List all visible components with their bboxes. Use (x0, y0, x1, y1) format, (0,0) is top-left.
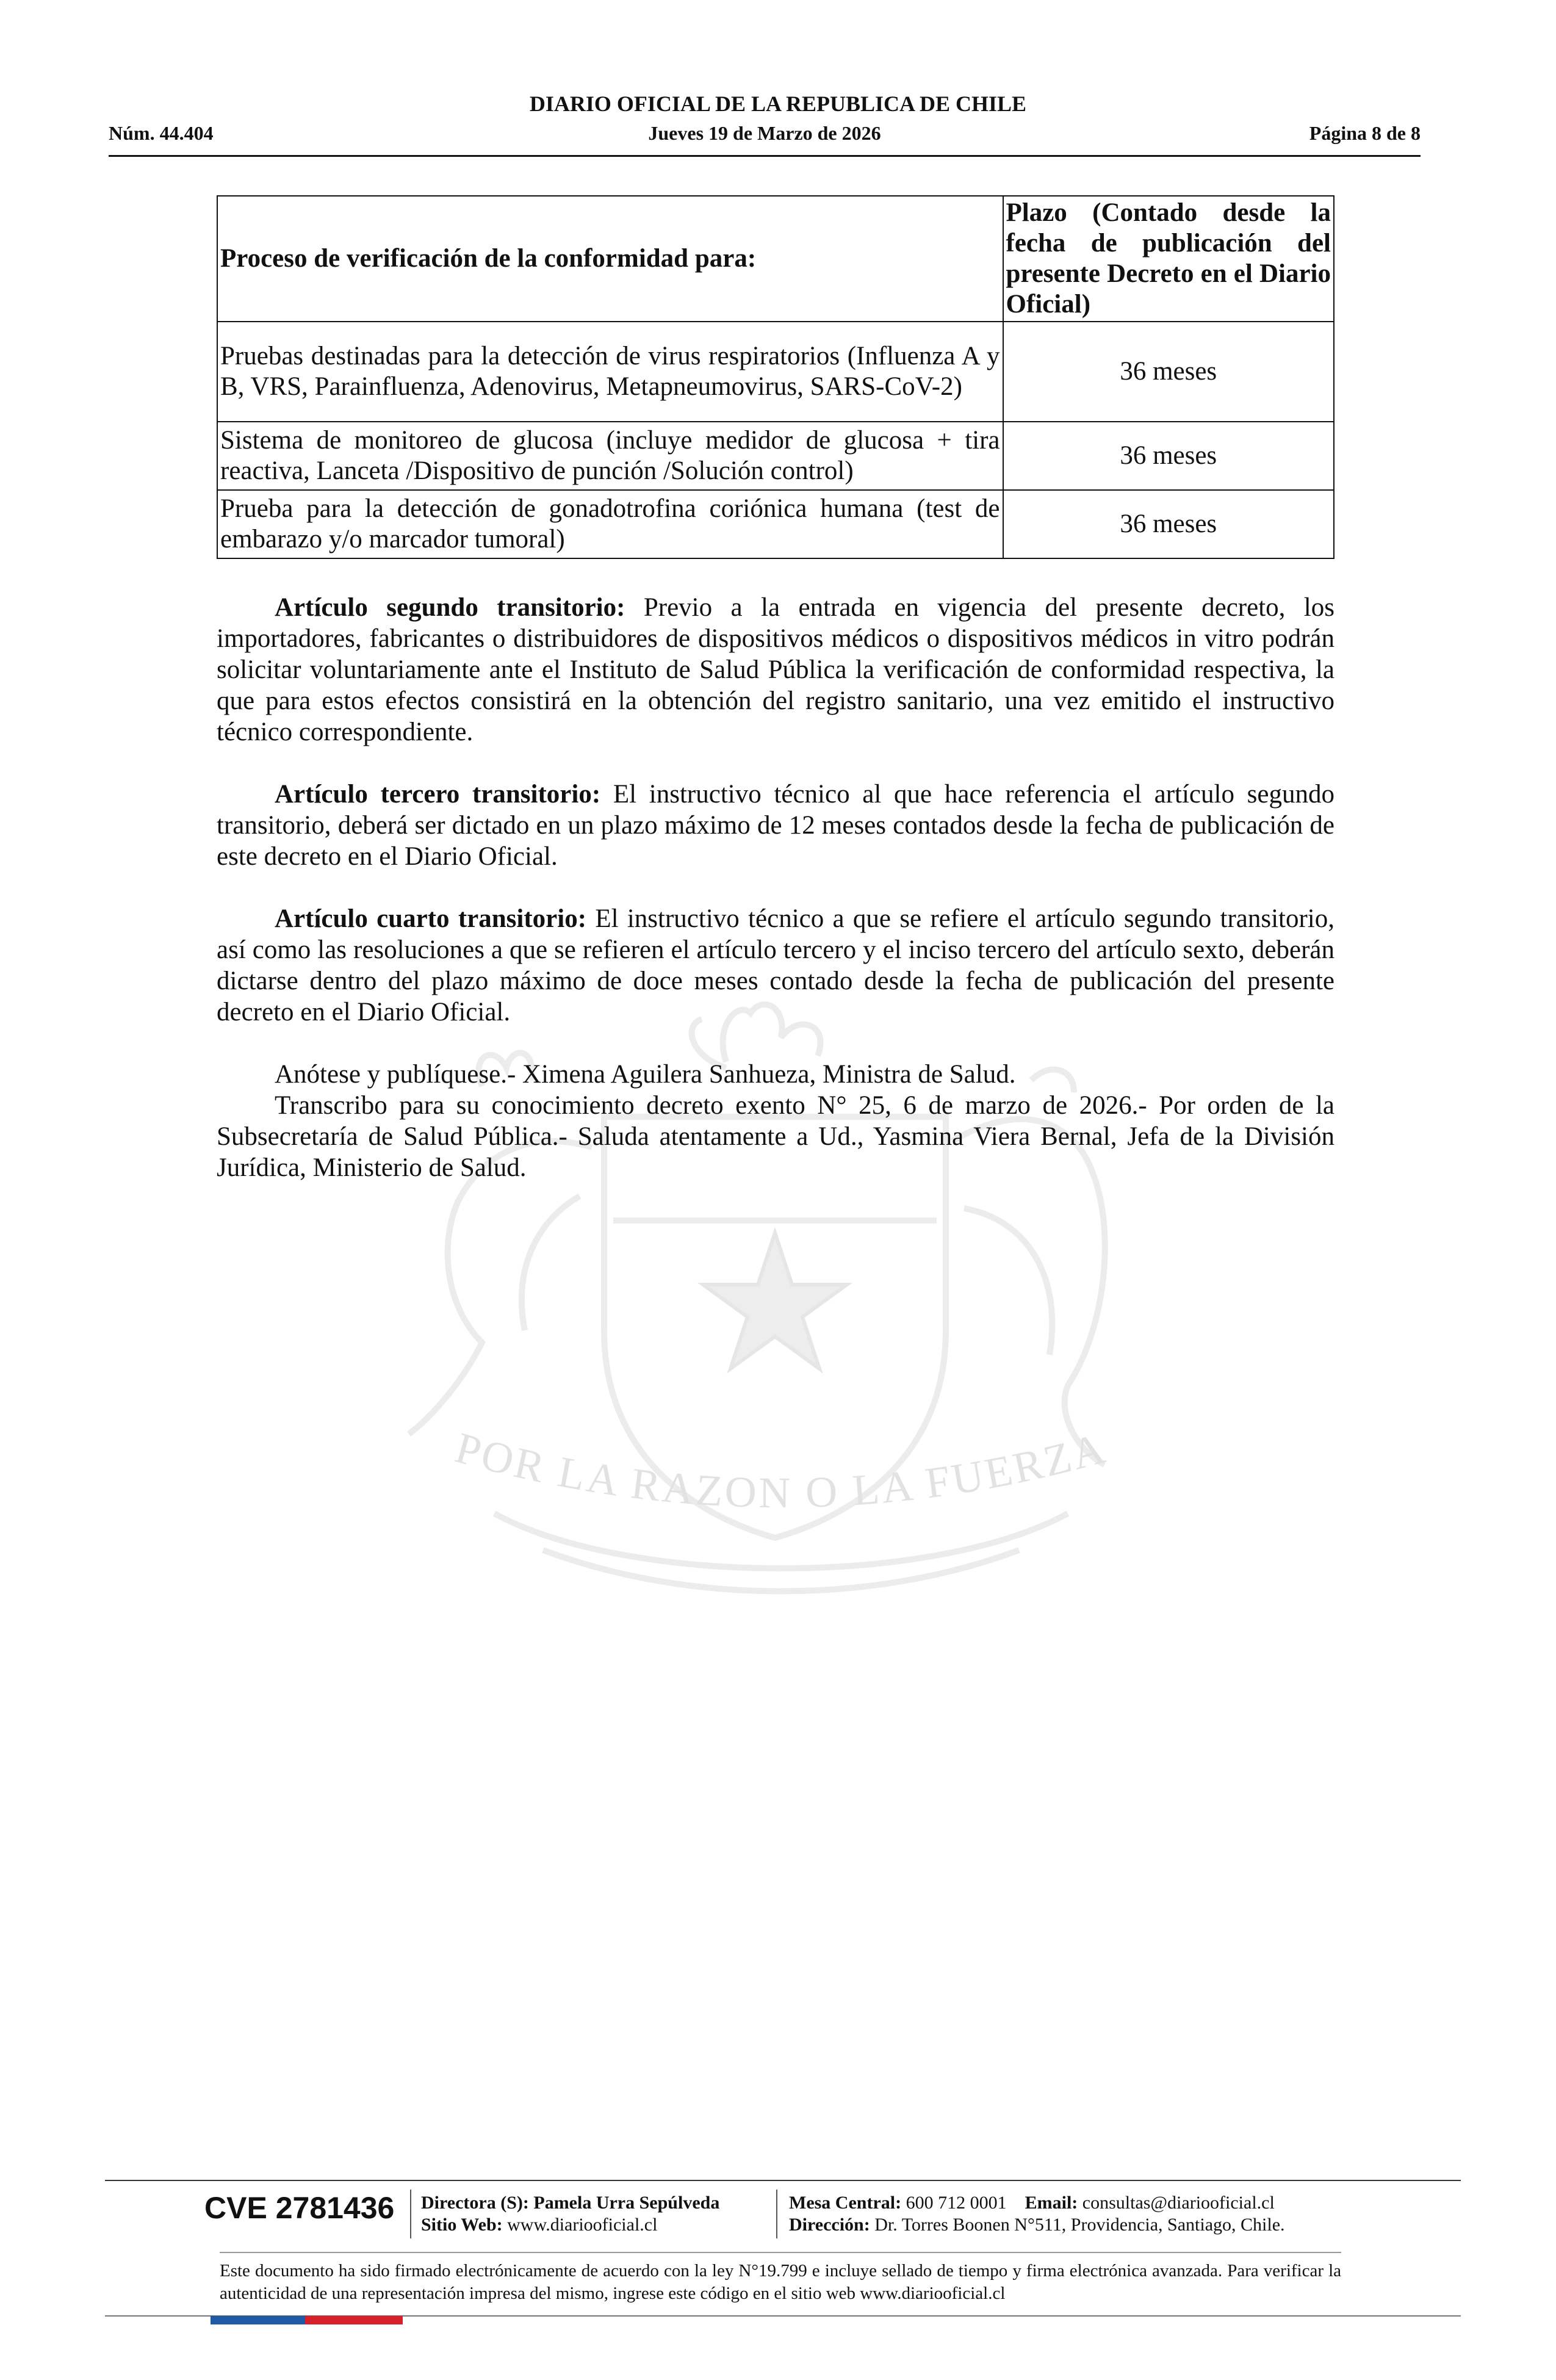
table-cell-term: 36 meses (1003, 422, 1334, 490)
phone-number: 600 712 0001 (906, 2193, 1007, 2213)
phone-label: Mesa Central: (789, 2193, 902, 2213)
website-link[interactable]: www.diariooficial.cl (507, 2215, 658, 2235)
address-value: Dr. Torres Boonen N°511, Providencia, Santiago, Chile. (874, 2215, 1285, 2235)
table-row (217, 490, 1334, 558)
issue-date: Jueves 19 de Marzo de 2026 (648, 122, 881, 144)
article-text: Previo a la entrada en vigencia del presente decreto, los importadores, fabricantes o distribuidores de dispositivos médicos o dispositivos médicos in vitro podrán solicitar voluntariamente ante el Instituto de Salud Pública la verificación de conformidad respectiva, la que para estos efectos consistirá en la obtención del registro sanitario, una vez emitido el instructivo técnico correspondiente. (217, 593, 1334, 746)
director-name: Directora (S): Pamela Urra Sepúlveda (421, 2193, 720, 2213)
cve-code: CVE 2781436 (204, 2191, 395, 2225)
page-indicator: Página 8 de 8 (1309, 122, 1421, 144)
watermark-motto: POR LA RAZON O LA FUERZA (450, 1423, 1112, 1518)
transcription-line: Transcribo para su conocimiento decreto exento N° 25, 6 de marzo de 2026.- Por orden de la Subsecretaría de Salud Pública.- Saluda atentamente a Ud., Yasmina Viera Bernal, Jefa de la División Jurídica, Ministerio de Salud. (217, 1091, 1334, 1182)
header-row (109, 122, 1421, 146)
footer-top-divider (105, 2180, 1461, 2181)
article-text: El instructivo técnico a que se refiere el artículo segundo transitorio, así como las resoluciones a que se refieren el artículo tercero y el inciso tercero del artículo sexto, deberán dictarse dentro del plazo máximo de doce meses contado desde la fecha de publicación del presente decreto en el Diario Oficial. (217, 904, 1334, 1026)
email-label: Email: (1025, 2193, 1078, 2213)
article-paragraph (217, 592, 1334, 748)
table-header-row (217, 196, 1334, 322)
footer-contact-block (789, 2192, 1285, 2236)
svg-text:POR LA RAZON O LA FUERZA (450, 1423, 1112, 1517)
electronic-signature-notice: Este documento ha sido firmado electrónicamente de acuerdo con la ley N°19.799 e incluye sellado de tiempo y firma electrónica avanzada. Para verificar la autenticidad de una representación impresa del mismo, ingrese este código en el sitio web www.diariooficial.cl (220, 2261, 1341, 2303)
footer-separator (776, 2190, 777, 2238)
conformity-deadline-table (217, 195, 1334, 559)
website-label: Sitio Web: (421, 2215, 503, 2235)
newspaper-title: DIARIO OFICIAL DE LA REPUBLICA DE CHILE (529, 92, 1027, 116)
table-cell-process: Prueba para la detección de gonadotrofina coriónica humana (test de embarazo y/o marcador tumoral) (217, 490, 1003, 558)
closing-line: Anótese y publíquese.- Ximena Aguilera Sanhueza, Ministra de Salud. (275, 1060, 1016, 1089)
decree-body (217, 592, 1334, 1183)
article-heading: Artículo cuarto transitorio: (275, 904, 587, 933)
footer-separator (410, 2190, 411, 2238)
article-paragraph (217, 779, 1334, 872)
table-header-process: Proceso de verificación de la conformidad para: (217, 196, 1003, 322)
flag-stripe-blue (211, 2316, 305, 2324)
article-paragraph (217, 903, 1334, 1028)
table-cell-process: Pruebas destinadas para la detección de virus respiratorios (Influenza A y B, VRS, Parainfluenza, Adenovirus, Metapneumovirus, SARS-CoV-2) (217, 322, 1003, 422)
flag-stripe-red (305, 2316, 403, 2324)
table-row (217, 322, 1334, 422)
address-label: Dirección: (789, 2215, 870, 2235)
email-link[interactable]: consultas@diariooficial.cl (1082, 2193, 1275, 2213)
table-cell-term: 36 meses (1003, 490, 1334, 558)
article-heading: Artículo tercero transitorio: (275, 780, 601, 809)
table-cell-process: Sistema de monitoreo de glucosa (incluye medidor de glucosa + tira reactiva, Lanceta /Dispositivo de punción /Solución control) (217, 422, 1003, 490)
table-row (217, 422, 1334, 490)
footer-mid-divider (220, 2252, 1341, 2253)
article-heading: Artículo segundo transitorio: (275, 593, 625, 622)
table-cell-term: 36 meses (1003, 322, 1334, 422)
header-divider (109, 155, 1421, 157)
article-text: El instructivo técnico al que hace referencia el artículo segundo transitorio, deberá ser dictado en un plazo máximo de 12 meses contados desde la fecha de publicación de este decreto en el Diario Oficial. (217, 780, 1334, 871)
footer-director-block (421, 2192, 719, 2236)
table-header-term: Plazo (Contado desde la fecha de publicación del presente Decreto en el Diario Oficial) (1003, 196, 1334, 322)
issue-number: Núm. 44.404 (109, 122, 214, 144)
